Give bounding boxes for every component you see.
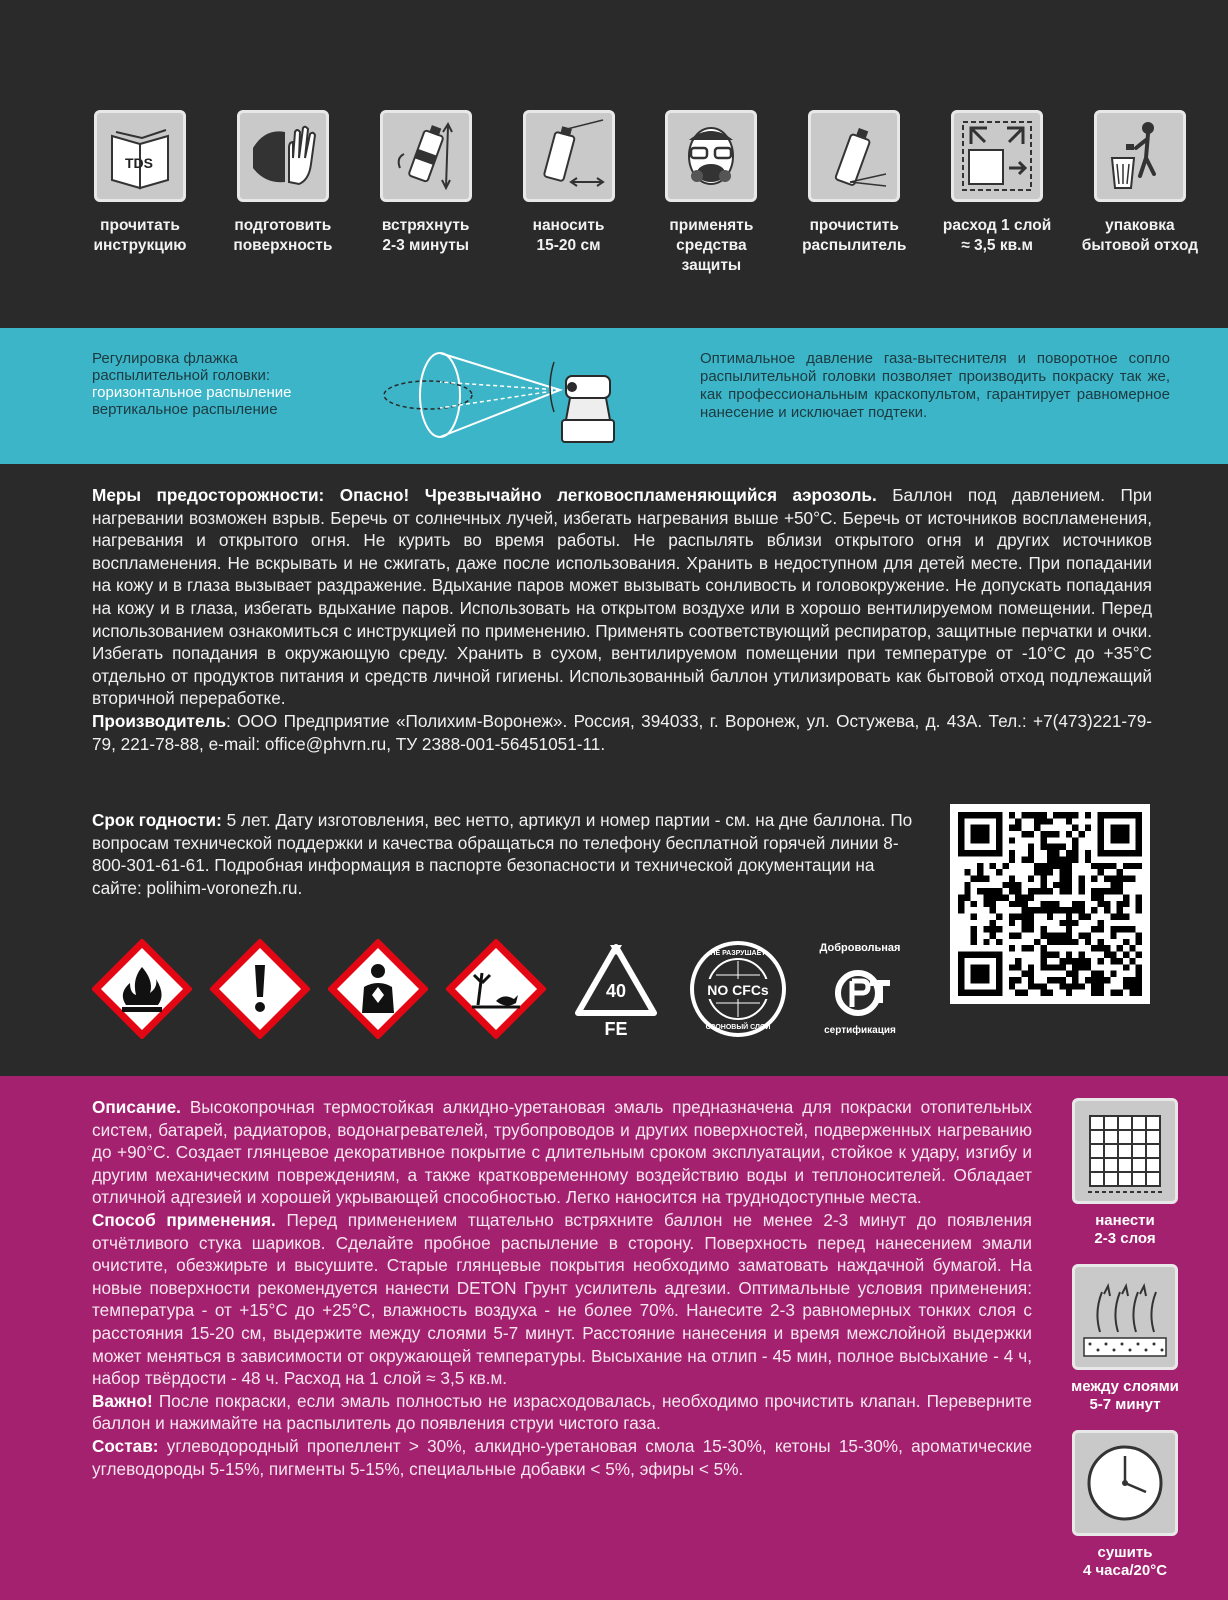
layers-grid-icon [1072, 1098, 1178, 1204]
description-text [92, 1096, 1032, 1480]
usage-item-clean [794, 110, 914, 276]
cert-bottom-text: сертификация [824, 1025, 896, 1036]
important-label: Важно! [92, 1390, 153, 1411]
usage-label-coverage: расход 1 слой ≈ 3,5 кв.м [942, 217, 1052, 254]
qr-code-pattern [958, 812, 1142, 996]
important-body: После покраски, если эмаль полностью не израсходовалась, необходимо прочистить клапан. Переверните баллон и нажимайте на распылитель до появления струи чистого газа. [92, 1390, 1032, 1434]
no-cfcs-top: НЕ РАЗРУШАЕТ [710, 950, 766, 957]
nozzle-description: Оптимальное давление газа-вытеснителя и поворотное сопло распылительной головки позволяет производить покраску так же, как профессиональным краскопультом, гарантирует равномерное нанесение и исключает подтеки. [700, 350, 1170, 421]
nozzle-line-2: распылительной головки: [92, 367, 271, 384]
tds-book-icon [94, 110, 186, 202]
hand-sanding-icon [237, 110, 329, 202]
shelf-life-text [92, 809, 922, 899]
coverage-square-icon [951, 110, 1043, 202]
shelf-life-body: 5 лет. Дату изготовления, вес нетто, артикул и номер партии - см. на дне баллона. По вопросам технической поддержки и качества обращаться по телефону бесплатной горячей линии 8-800-301-61-61. Подробная информация в паспорте безопасности и технической документации на сайте: polihim-voronezh.ru. [92, 810, 913, 898]
tds-text: TDS [125, 155, 153, 171]
composition-label: Состав: [92, 1435, 159, 1456]
health-hazard-icon [328, 939, 428, 1039]
recycle-number: 40 [605, 981, 627, 1001]
cert-top-text: Добровольная [819, 942, 901, 954]
no-cfcs-bottom: ОЗОНОВЫЙ СЛОЙ [705, 1024, 771, 1031]
spray-distance-icon [523, 110, 615, 202]
clock-icon [1072, 1430, 1178, 1536]
recycle-code: FE [604, 1019, 628, 1039]
environment-hazard-icon [446, 939, 546, 1039]
precautions-heading: Меры предосторожности: Опасно! Чрезвычайно легковоспламеняющийся аэрозоль. [92, 485, 877, 505]
safety-section [0, 464, 1228, 1076]
interval-label: между слоями 5-7 минут [1071, 1378, 1179, 1413]
nozzle-vertical: вертикальное распыление [92, 401, 278, 418]
usage-label-instruction: прочитать инструкцию [93, 217, 187, 254]
description-body: Высокопрочная термостойкая алкидно-уретановая эмаль предназначена для покраски отопительных систем, батарей, радиаторов, водонагревателей, трубопроводов и других поверхностей, подверженных нагреванию до +90°С. Создает глянцевое декоративное покрытие с длительным сроком эксплуатации, стойкое к удару, изгибу и другим механическим повреждениям, а также кратковременному воздействию воды и теплоносителей. Обладает отличной адгезией и хорошей укрывающей способностью. Легко наносится на труднодоступные места. [92, 1097, 1032, 1208]
hazard-symbols-row [92, 934, 932, 1044]
trash-bin-icon [1094, 110, 1186, 202]
usage-label-distance: наносить 15-20 см [532, 217, 605, 254]
usage-item-instruction [80, 110, 200, 276]
method-label: Способ применения. [92, 1209, 276, 1230]
rst-certification-icon [808, 937, 912, 1041]
qr-code[interactable] [950, 804, 1150, 1004]
usage-item-shake [366, 110, 486, 276]
usage-item-protection [651, 110, 771, 276]
spray-nozzle-diagram [380, 340, 640, 450]
no-cfcs-icon [686, 937, 790, 1041]
usage-item-disposal [1080, 110, 1200, 276]
nozzle-horizontal: горизонтальное распыление [92, 384, 292, 401]
precautions-text [92, 484, 1152, 755]
usage-label-protection: применять средства защиты [669, 217, 754, 274]
flammable-hazard-icon [92, 939, 192, 1039]
no-cfcs-text: NO CFCs [707, 982, 769, 998]
usage-label-clean: прочистить распылитель [802, 217, 907, 254]
application-icons-column [1060, 1098, 1190, 1596]
nozzle-section [0, 328, 1228, 464]
nozzle-adjust-text [92, 350, 291, 418]
composition-body: углеводородный пропеллент > 30%, алкидно-уретановая смола 15-30%, кетоны 15-30%, ароматические углеводороды 5-15%, пигменты 5-15%, специальные добавки < 5%, эфиры < 5%. [92, 1435, 1032, 1479]
usage-icons-section [0, 0, 1228, 328]
interval-drying-icon [1072, 1264, 1178, 1370]
recycle-40-fe-icon [564, 937, 668, 1041]
usage-item-distance [509, 110, 629, 276]
usage-label-shake: встряхнуть 2-3 минуты [381, 217, 470, 254]
method-body: Перед применением тщательно встряхните баллон не менее 2-3 минут до появления отчётливого стука шариков. Сделайте пробное распыление в сторону. Поверхность перед нанесением эмали очистите, обезжирьте и высушите. Старые глянцевые покрытия необходимо заматовать наждачной бумагой. На новые поверхности рекомендуется нанести DETON Грунт усилитель адгезии. Оптимальные условия применения: температура - от +15°С до +25°С, влажность воздуха - не более 70%. Нанесите 2-3 равномерных тонких слоя с расстояния 15-20 см, выдержите между слоями 5-7 минут. Расстояние нанесения и время межслойной выдержки может меняться в зависимости от окружающей температуры. Высыхание на отлип - 45 мин, полное высыхание - 4 ч, набор твёрдости - 48 ч. Расход на 1 слой ≈ 3,5 кв.м. [92, 1209, 1032, 1389]
usage-item-prepare [223, 110, 343, 276]
respirator-icon [665, 110, 757, 202]
nozzle-line-1: Регулировка флажка [92, 350, 238, 367]
usage-item-coverage [937, 110, 1057, 276]
manufacturer-info: : ООО Предприятие «Полихим-Воронеж». Россия, 394033, г. Воронеж, ул. Остужева, д. 43А. Тел.: +7(473)221-79-79, 221-78-88, e-mail: office@phvrn.ru, ТУ 2388-001-56451051-11. [92, 710, 1152, 754]
description-label: Описание. [92, 1097, 181, 1117]
usage-label-prepare: подготовить поверхность [233, 217, 333, 254]
description-section [0, 1076, 1228, 1600]
usage-icons-row [80, 110, 1200, 276]
manufacturer-label: Производитель [92, 710, 227, 731]
dry-label: сушить 4 часа/20°С [1082, 1544, 1168, 1579]
exclamation-hazard-icon [210, 939, 310, 1039]
shake-can-icon [380, 110, 472, 202]
layers-label: нанести 2-3 слоя [1094, 1212, 1156, 1247]
shelf-life-label: Срок годности: [92, 810, 222, 830]
precautions-body: Баллон под давлением. При нагревании возможен взрыв. Беречь от солнечных лучей, избегать нагревания выше +50°С. Беречь от источников воспламенения, нагревания и открытого огня. Не курить во время работы. Не распылять вблизи открытого огня и других источников воспламенения. Не вскрывать и не сжигать, даже после использования. Хранить в недоступном для детей месте. При попадании на кожу и в глаза вызывает раздражение. Вдыхание паров может вызывать сонливость и головокружение. Не допускать попадания на кожу и в глаза, избегать вдыхание паров. Использовать на открытом воздухе или в хорошо вентилируемом помещении. Перед использованием ознакомиться с инструкцией по применению. Применять соответствующий респиратор, защитные перчатки и очки. Избегать попадания в окружающую среду. Хранить в сухом, вентилируемом помещении при температуре от -10°С до +35°С отдельно от продуктов питания и средств личной гигиены. Использованный баллон утилизировать как бытовой отход подлежащий вторичной переработке. [92, 485, 1152, 709]
clean-nozzle-icon [808, 110, 900, 202]
usage-label-disposal: упаковка бытовой отход [1081, 217, 1199, 254]
